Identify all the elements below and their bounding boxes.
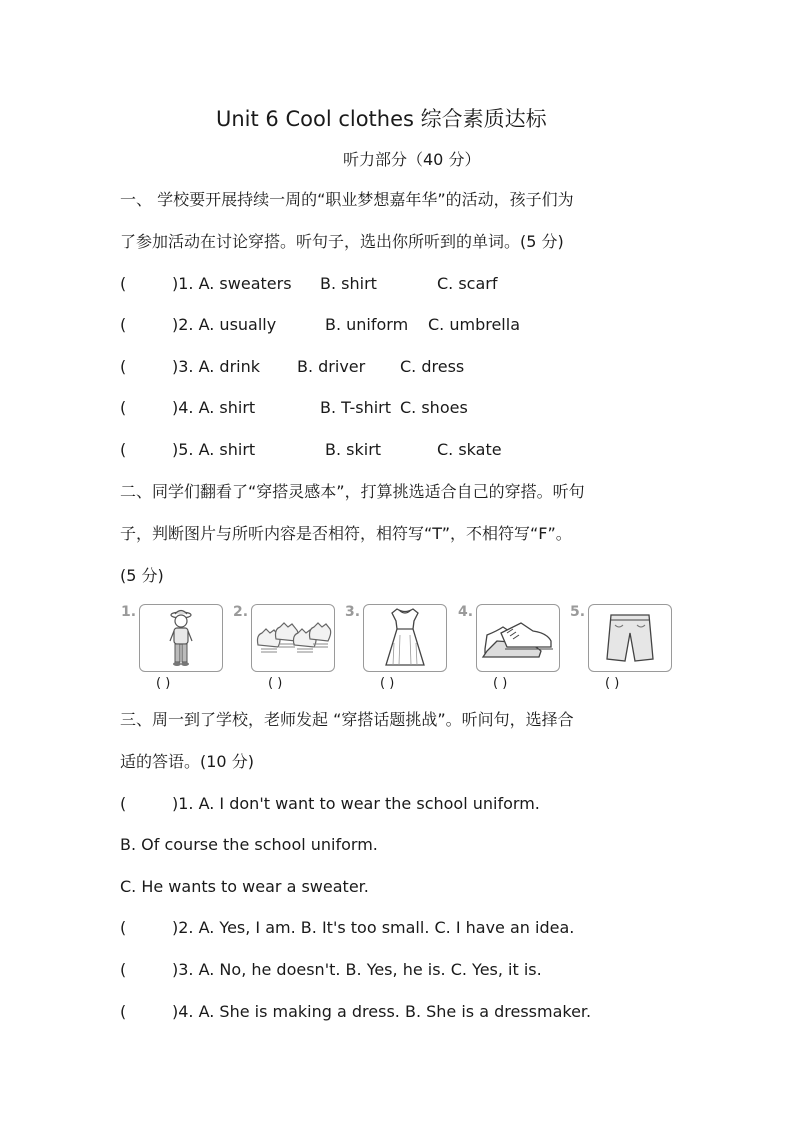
answer-blank-open-paren: ( [120, 274, 127, 293]
answer-blank-open-paren: ( [120, 794, 127, 813]
answer-blank: ( ) [493, 676, 508, 691]
question-3-options: )3. A. No, he doesn't. B. Yes, he is. C. Yes, it is. [172, 960, 542, 979]
picture-box [476, 604, 560, 672]
answer-blank-open-paren: ( [120, 440, 127, 459]
picture-number: 3. [345, 604, 361, 620]
answer-blank: ( ) [156, 676, 171, 691]
question-4-options: )4. A. She is making a dress. B. She is a dressmaker. [172, 1002, 592, 1021]
section2-heading-line3: (5 分) [120, 566, 164, 585]
question-2-options: )2. A. Yes, I am. B. It's too small. C. I have an idea. [172, 918, 575, 937]
question-option-a: )5. A. shirt [172, 440, 256, 459]
answer-blank-open-paren: ( [120, 960, 127, 979]
picture-number: 2. [233, 604, 249, 620]
answer-blank: ( ) [605, 676, 620, 691]
section2-heading-line1: 二、同学们翻看了“穿搭灵感本”，打算挑选适合自己的穿搭。听句 [120, 482, 585, 501]
question-option-a: )1. A. sweaters [172, 274, 292, 293]
answer-blank-open-paren: ( [120, 315, 127, 334]
question-option-a: )4. A. shirt [172, 398, 256, 417]
sneakers-icon [477, 605, 559, 671]
picture-box [251, 604, 335, 672]
section2-heading-line2: 子，判断图片与所听内容是否相符，相符写“T”，不相符写“F”。 [120, 524, 572, 543]
answer-blank-open-paren: ( [120, 398, 127, 417]
answer-blank-open-paren: ( [120, 357, 127, 376]
picture-number: 4. [458, 604, 474, 620]
question-option-c: C. shoes [400, 398, 468, 417]
answer-blank: ( ) [268, 676, 283, 691]
answer-blank-open-paren: ( [120, 918, 127, 937]
question-option-c: C. skate [437, 440, 502, 459]
picture-box [363, 604, 447, 672]
picture-number: 5. [570, 604, 586, 620]
gloves-icon [252, 605, 334, 671]
question-option-b: B. uniform [325, 315, 409, 334]
page-subtitle: 听力部分（40 分） [343, 150, 481, 169]
section1-heading-line2: 了参加活动在讨论穿搭。听句子，选出你所听到的单词。(5 分) [120, 232, 564, 251]
question-option-a: )3. A. drink [172, 357, 261, 376]
question-option-b: B. T-shirt [320, 398, 391, 417]
question-option-c: C. umbrella [428, 315, 520, 334]
picture-number: 1. [121, 604, 137, 620]
question-option-b: B. driver [297, 357, 366, 376]
answer-blank: ( ) [380, 676, 395, 691]
page-title: Unit 6 Cool clothes 综合素质达标 [216, 107, 547, 131]
answer-blank-open-paren: ( [120, 1002, 127, 1021]
boy-in-hat-icon [140, 605, 222, 671]
shorts-icon [589, 605, 671, 671]
question-option-b: B. shirt [320, 274, 377, 293]
question-option-c: C. scarf [437, 274, 498, 293]
section3-heading-line1: 三、周一到了学校，老师发起 “穿搭话题挑战”。听问句，选择合 [120, 710, 574, 729]
question-option-a: )2. A. usually [172, 315, 277, 334]
picture-box [139, 604, 223, 672]
dress-icon [364, 605, 446, 671]
question-option-b: B. skirt [325, 440, 382, 459]
picture-box [588, 604, 672, 672]
question-1-option-c: C. He wants to wear a sweater. [120, 877, 369, 896]
question-option-c: C. dress [400, 357, 465, 376]
question-1-option-a: )1. A. I don't want to wear the school uniform. [172, 794, 540, 813]
section1-heading-line1: 一、 学校要开展持续一周的“职业梦想嘉年华”的活动，孩子们为 [120, 190, 574, 209]
section3-heading-line2: 适的答语。(10 分) [120, 752, 254, 771]
question-1-option-b: B. Of course the school uniform. [120, 835, 378, 854]
